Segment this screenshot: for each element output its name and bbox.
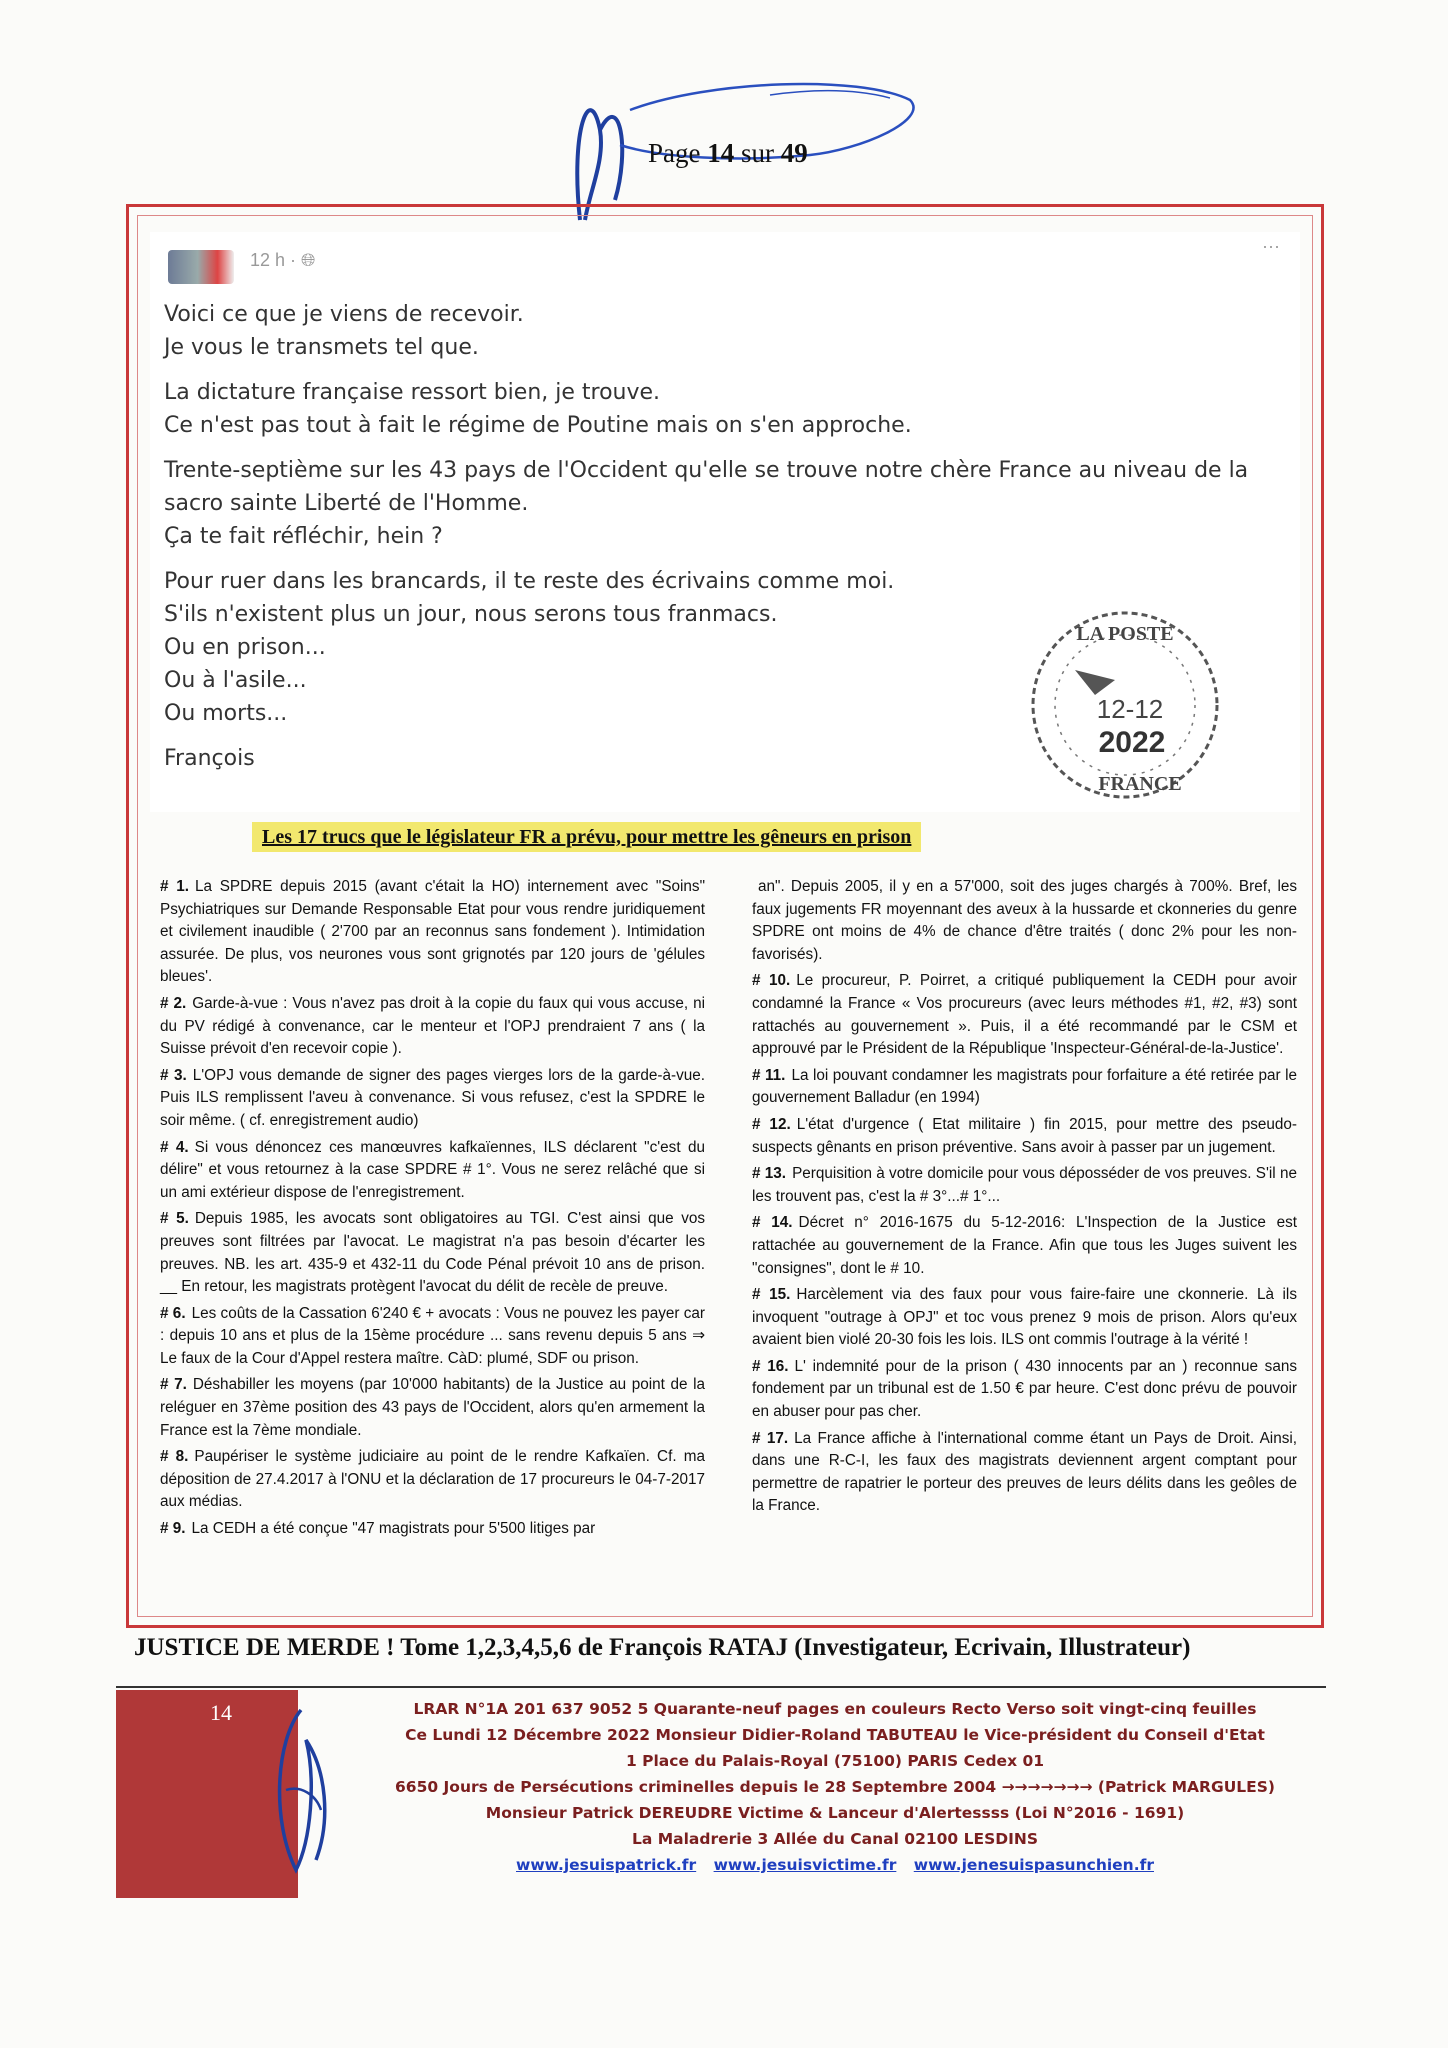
- list-item: # 9. La CEDH a été conçue "47 magistrats pour 5'500 litiges par: [160, 1520, 596, 1538]
- svg-text:2022: 2022: [1098, 726, 1166, 759]
- svg-text:LA POSTE: LA POSTE: [1076, 623, 1174, 645]
- list-item: # 16. L' indemnité pour de la prison ( 430 innocents par an ) reconnue sans fondement par un tribunal est de 1.50 € par heure. C'est donc prévu de pouvoir en abuser pour pas cher.: [752, 1357, 1297, 1421]
- svg-text:12-12: 12-12: [1096, 694, 1164, 724]
- list-item: # 12. L'état d'urgence ( Etat militaire ) fin 2015, pour mettre des pseudo-suspects gênants en prison préventive. Sans avoir à passer par un jugement.: [752, 1115, 1297, 1156]
- page-number: Page 14 sur 49: [648, 138, 808, 168]
- footer-divider: [116, 1686, 1326, 1688]
- list-item: # 8. Paupériser le système judiciaire au point de le rendre Kafkaïen. Cf. ma déposition de 27.4.2017 à l'ONU et la déclaration de 17 procureurs le 04-7-2017 aux médias.: [160, 1448, 706, 1511]
- post-body: Voici ce que je viens de recevoir. Je vous le transmets tel que. La dictature française ressort bien, je trouve. Ce n'est pas tout à fait le régime de Poutine mais on s'en approche. Trente-septième sur les 43 pays de l'Occident qu'elle se trouve notre chère France au niveau de la sacro sainte Liberté de l'Homme. Ça te fait réfléchir, hein ? Pour ruer dans les brancards, il te reste des écrivains comme moi. S'ils n'existent plus un jour, nous serons tous franmacs. Ou en prison... Ou à l'asile... Ou morts... François: [164, 302, 1249, 771]
- list-item: # 7. Déshabiller les moyens (par 10'000 habitants) de la Justice au point de la reléguer en 37ème position des 43 pays de l'Occident, alors qu'en armement la France est la 7ème mondiale.: [160, 1376, 705, 1439]
- avatar[interactable]: [168, 250, 234, 284]
- list-item: # 14. Décret n° 2016-1675 du 5-12-2016: L'Inspection de la Justice est rattachée au gouvernement de la France. Afin que tous les Juges suivent les "consignes", dont le # 10.: [752, 1214, 1298, 1277]
- link-jenesuispasunchien[interactable]: www.jenesuispasunchien.fr: [913, 1856, 1154, 1874]
- footer-address: LRAR N°1A 201 637 9052 5 Quarante-neuf pages en couleurs Recto Verso soit vingt-cinq feuilles Ce Lundi 12 Décembre 2022 Monsieur Didier-Roland TABUTEAU le Vice-président du Conseil d'Etat 1 Place du Palais-Royal (75100) PARIS Cedex 01 6650 Jours de Persécutions criminelles depuis le 28 Septembre 2004 →→→→→→→ (Patrick MARGULES) Monsieur Patrick DEREUDRE Victime & Lanceur d'Alertessss (Loi N°2016 - 1691) La Maladrerie 3 Allée du Canal 02100 LESDINS www.jesuispatrick.fr www.jesuisvictime.fr www.jenesuispasunchien.fr: [395, 1700, 1275, 1874]
- list-item: # 6. Les coûts de la Cassation 6'240 € + avocats : Vous ne pouvez les payer car : depuis 10 ans et plus de la 15ème procédure ... sans revenu depuis 5 ans ⇒ Le faux de la Cour d'Appel restera maître. CàD: plumé, SDF ou prison.: [160, 1304, 706, 1367]
- post-timestamp: 12 h · 🌐︎: [250, 250, 316, 270]
- postmark-stamp: [1020, 600, 1230, 810]
- globe-icon: 🌐︎: [301, 250, 316, 270]
- list-item: # 2. Garde-à-vue : Vous n'avez pas droit à la copie du faux qui vous accuse, ni du PV rédigé à convenance, car le menteur et l'OPJ prendraient 7 ans ( la Suisse prévoit d'en recevoir copie ).: [160, 994, 705, 1058]
- list-left-column: [160, 876, 705, 1545]
- list-item: # 3. L'OPJ vous demande de signer des pages vierges lors de la garde-à-vue. Puis ILS remplissent l'aveu à convenance. Si vous refusez, c'est la SPDRE le soir même. ( cf. enregistrement audio): [160, 1066, 705, 1129]
- footer-page-number: 14: [210, 1700, 232, 1725]
- link-jesuisvictime[interactable]: www.jesuisvictime.fr: [713, 1856, 897, 1874]
- link-jesuispatrick[interactable]: www.jesuispatrick.fr: [516, 1856, 697, 1874]
- list-item: # 13. Perquisition à votre domicile pour vous déposséder de vos preuves. S'il ne les trouvent pas, c'est la # 3°...# 1°...: [752, 1165, 1297, 1205]
- list-item: # 15. Harcèlement via des faux pour vous faire-faire une ckonnerie. Là ils invoquent "outrage à OPJ" et toc vous prenez 9 mois de prison. Alors qu'eux avaient bien violé 20-30 fois les lois. ILS ont commis l'outrage à la vérité !: [752, 1286, 1297, 1349]
- list-item: # 1. La SPDRE depuis 2015 (avant c'était la HO) internement avec "Soins" Psychiatriques sur Demande Responsable Etat pour vous rendre juridiquement et civilement inaudible ( 2'700 par an reconnus sans fondement ). Intimidation assurée. De plus, vos neurones vous sont grignotés par 120 jours de 'gélules bleues'.: [160, 878, 706, 986]
- more-options-icon[interactable]: ···: [1262, 236, 1280, 256]
- list-item: # 4. Si vous dénoncez ces manœuvres kafkaïennes, ILS déclarent "c'est du délire" et vous retournez à la case SPDRE # 1°. Vous ne serez relâché que si un ami extérieur dispose de l'enregistrement.: [160, 1138, 705, 1201]
- list-item: # 10. Le procureur, P. Poirret, a critiqué publiquement la CEDH pour avoir condamné la France « Vos procureurs (avec leurs méthodes #1, #2, #3) sont rattachés au gouvernement ». Puis, il a été recommandé par le CSM et approuvé par le Président de la République 'Inspecteur-Général-de-la-Justice'.: [752, 972, 1297, 1058]
- section-heading: Les 17 trucs que le législateur FR a prévu, pour mettre les gêneurs en prison: [252, 822, 921, 852]
- svg-text:FRANCE: FRANCE: [1098, 773, 1182, 795]
- list-right-column: [752, 876, 1297, 1522]
- list-item: # 5. Depuis 1985, les avocats sont obligatoires au TGI. C'est ainsi que vos preuves sont filtrées par l'avocat. Le magistrat n'a pas besoin d'écarter les preuves. NB. les art. 435-9 et 432-11 du Code Pénal prévoit 10 ans de prison. __ En retour, les magistrats protègent l'avocat du délit de recèle de preuve.: [160, 1210, 706, 1296]
- list-item: # 17. La France affiche à l'international comme étant un Pays de Droit. Ainsi, dans une R-C-I, les faux des magistrats deviennent argent comptant pour permettre de rapatrier le porteur des preuves de leurs délits dans les geôles de la France.: [752, 1429, 1297, 1515]
- footer-title: JUSTICE DE MERDE ! Tome 1,2,3,4,5,6 de François RATAJ (Investigateur, Ecrivain, Illustrateur): [134, 1634, 1191, 1661]
- signature-bottom: [256, 1700, 346, 1890]
- list-item: an". Depuis 2005, il y en a 57'000, soit des juges chargés à 700%. Bref, les faux jugements FR moyennant des aveux à la hussarde et ckonneries du genre SPDRE ont moins de 4% de chance d'être traités ( donc 2% pour les non-favorisés).: [752, 878, 1297, 963]
- list-item: # 11. La loi pouvant condamner les magistrats pour forfaiture a été retirée par le gouvernement Balladur (en 1994): [752, 1066, 1297, 1107]
